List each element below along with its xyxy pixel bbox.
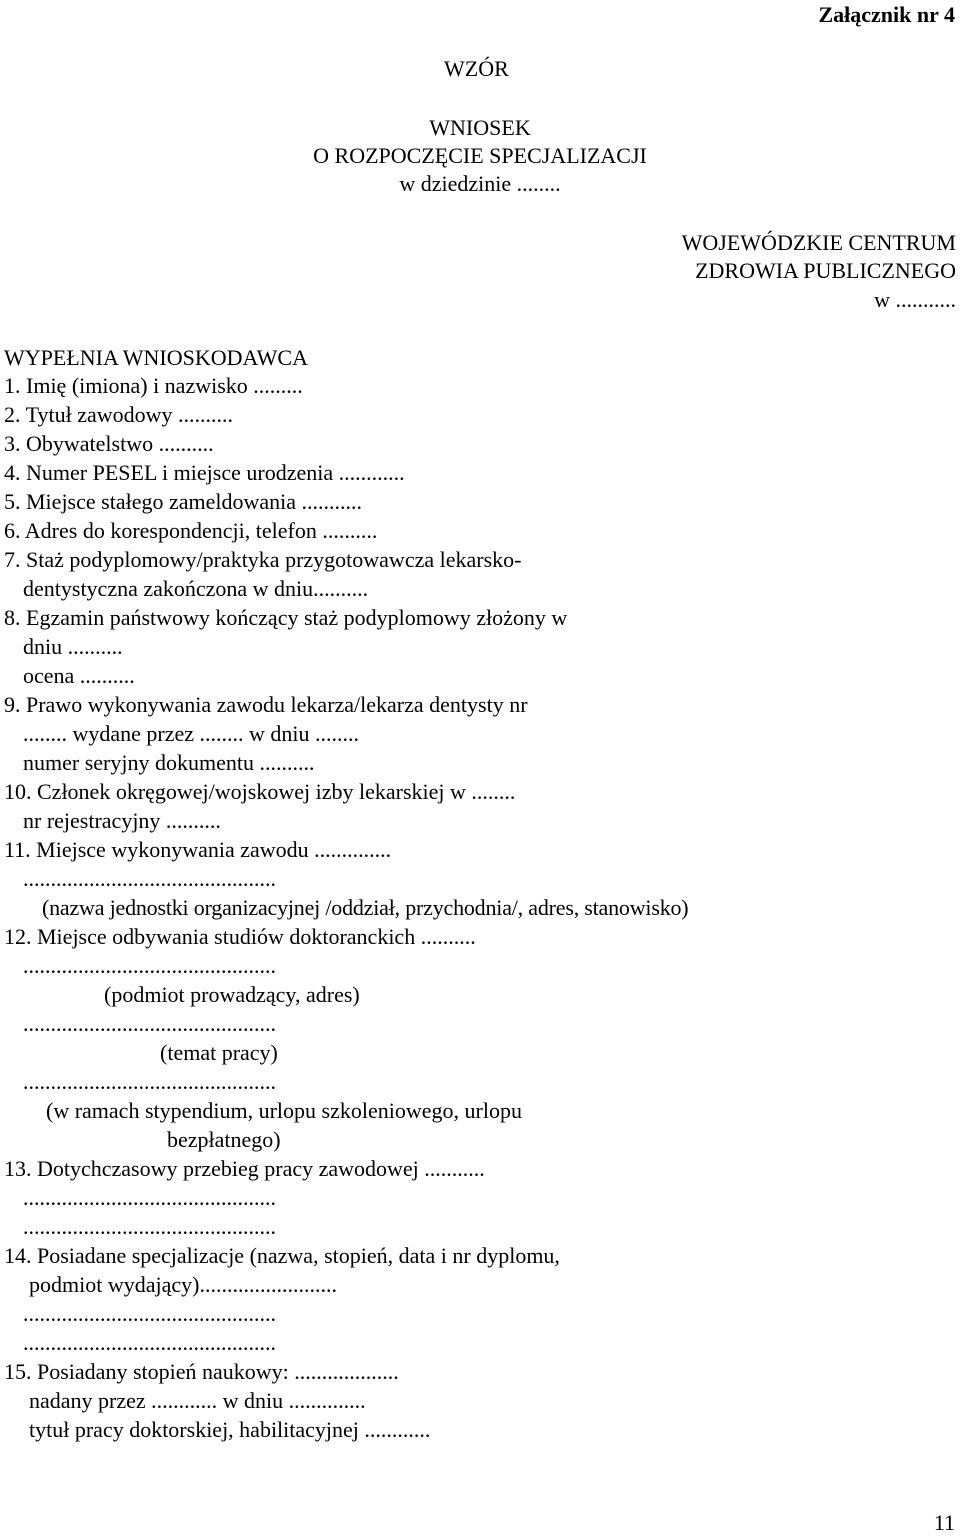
field-13-line-2: .............................................. xyxy=(23,1185,276,1210)
field-1: 1. Imię (imiona) i nazwisko ......... xyxy=(4,373,303,398)
title-line-1: WNIOSEK xyxy=(429,115,531,140)
field-6: 6. Adres do korespondencji, telefon .......... xyxy=(4,518,378,543)
field-12-caption-1: (podmiot prowadzący, adres) xyxy=(104,982,360,1007)
field-11-line-1: 11. Miejsce wykonywania zawodu .............. xyxy=(4,837,392,862)
field-15-line-1: 15. Posiadany stopień naukowy: ................... xyxy=(4,1359,399,1384)
field-2: 2. Tytuł zawodowy .......... xyxy=(4,402,234,427)
field-12-line-1: 12. Miejsce odbywania studiów doktoranckich .......... xyxy=(4,924,476,949)
field-8-line-3: ocena .......... xyxy=(23,663,135,688)
title-line-3: w dziedzinie ........ xyxy=(399,171,561,196)
field-12-caption-2: (temat pracy) xyxy=(160,1040,278,1065)
field-3: 3. Obywatelstwo .......... xyxy=(4,431,214,456)
page-number: 11 xyxy=(933,1510,955,1535)
field-15-line-3: tytuł pracy doktorskiej, habilitacyjnej ............ xyxy=(29,1417,431,1442)
field-13-line-3: .............................................. xyxy=(23,1214,276,1239)
field-4: 4. Numer PESEL i miejsce urodzenia ............ xyxy=(4,460,405,485)
annex-label: Załącznik nr 4 xyxy=(818,2,955,27)
section-header: WYPEŁNIA WNIOSKODAWCA xyxy=(4,345,308,370)
field-8-line-1: 8. Egzamin państwowy kończący staż podyplomowy złożony w xyxy=(4,605,568,630)
field-9-line-1: 9. Prawo wykonywania zawodu lekarza/lekarza dentysty nr xyxy=(4,692,528,717)
field-11-line-2: .............................................. xyxy=(23,866,276,891)
field-14-line-4: .............................................. xyxy=(23,1330,276,1355)
field-11-caption: (nazwa jednostki organizacyjnej /oddział, przychodnia/, adres, stanowisko) xyxy=(42,895,689,920)
field-7-line-2: dentystyczna zakończona w dniu.......... xyxy=(23,576,369,601)
field-12-caption-3: (w ramach stypendium, urlopu szkoleniowego, urlopu xyxy=(46,1098,522,1123)
field-12-caption-4: bezpłatnego) xyxy=(167,1127,281,1152)
field-12-line-3: .............................................. xyxy=(23,1011,276,1036)
field-14-line-1: 14. Posiadane specjalizacje (nazwa, stopień, data i nr dyplomu, xyxy=(4,1243,560,1268)
field-8-line-2: dniu .......... xyxy=(23,634,123,659)
field-14-line-3: .............................................. xyxy=(23,1301,276,1326)
addressee-line-3: w ........... xyxy=(874,287,956,312)
field-9-line-3: numer seryjny dokumentu .......... xyxy=(23,750,315,775)
field-14-line-2: podmiot wydający)......................... xyxy=(29,1272,337,1297)
title-line-2: O ROZPOCZĘCIE SPECJALIZACJI xyxy=(313,143,647,168)
addressee-line-2: ZDROWIA PUBLICZNEGO xyxy=(695,258,956,283)
field-7-line-1: 7. Staż podyplomowy/praktyka przygotowawcza lekarsko- xyxy=(4,547,522,572)
field-13-line-1: 13. Dotychczasowy przebieg pracy zawodowej ........... xyxy=(4,1156,485,1181)
field-5: 5. Miejsce stałego zameldowania ........... xyxy=(4,489,363,514)
field-12-line-4: .............................................. xyxy=(23,1069,276,1094)
field-10-line-1: 10. Członek okręgowej/wojskowej izby lekarskiej w ........ xyxy=(4,779,516,804)
addressee-line-1: WOJEWÓDZKIE CENTRUM xyxy=(681,230,956,255)
field-15-line-2: nadany przez ............ w dniu .............. xyxy=(29,1388,366,1413)
field-9-line-2: ........ wydane przez ........ w dniu ........ xyxy=(23,721,360,746)
field-10-line-2: nr rejestracyjny .......... xyxy=(23,808,221,833)
template-label: WZÓR xyxy=(444,56,509,81)
field-12-line-2: .............................................. xyxy=(23,953,276,978)
